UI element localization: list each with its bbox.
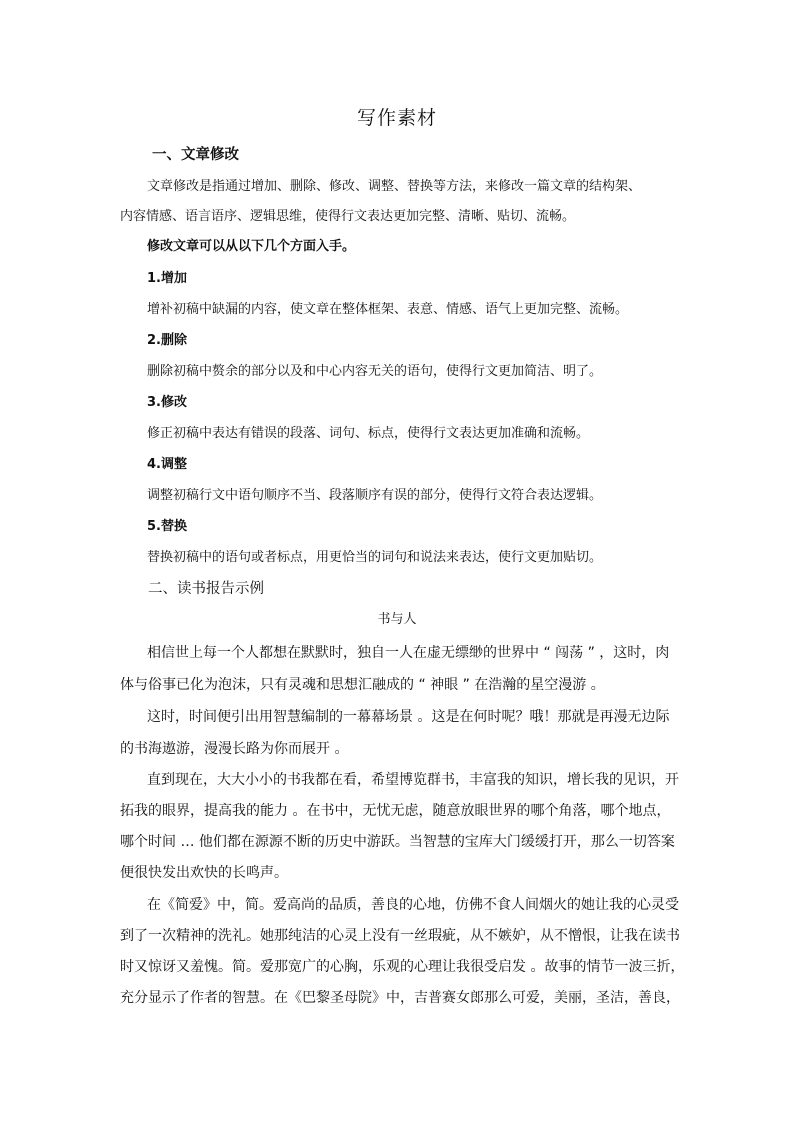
- essay-line: 相信世上每一个人都想在默默时，独自一人在虚无缥缈的世界中 “ 闯荡 ” ，这时，肉: [147, 645, 670, 661]
- item-label-4: 4.调整: [147, 457, 187, 472]
- section1-lead: 修改文章可以从以下几个方面入手。: [147, 239, 356, 254]
- section2-heading: 二、读书报告示例: [148, 581, 264, 597]
- item-label-3: 3.修改: [147, 395, 187, 410]
- section1-intro-line2: 内容情感、语言语序、逻辑思维，使得行文表达更加完整、清晰、贴切、流畅。: [120, 209, 576, 224]
- section1-heading: 一、文章修改: [152, 147, 239, 163]
- item-label-1: 1.增加: [147, 271, 187, 286]
- essay-line: 直到现在，大大小小的书我都在看，希望博览群书，丰富我的知识，增长我的见识，开: [147, 772, 679, 788]
- essay-title: 书与人: [377, 612, 417, 627]
- essay-line: 的书海遨游，漫漫长路为你而展开 。: [120, 741, 349, 757]
- essay-line: 在《简爱》中，简。爱高尚的品质，善良的心地，仿佛不食人间烟火的她让我的心灵受: [147, 897, 679, 913]
- item-text-4: 调整初稿行文中语句顺序不当、段落顺序有误的部分，使得行文符合表达逻辑。: [147, 488, 603, 503]
- essay-line: 便很快发出欢快的长鸣声。: [120, 865, 288, 881]
- essay-line: 到了一次精神的洗礼。她那纯洁的心灵上没有一丝瑕疵，从不嫉妒，从不憎恨，让我在读书: [120, 928, 680, 944]
- section1-intro-line1: 文章修改是指通过增加、删除、修改、调整、替换等方法，来修改一篇文章的结构架、: [147, 179, 642, 194]
- essay-line: 这时，时间便引出用智慧编制的一幕幕场景 。这是在何时呢？哦！那就是再漫无边际: [147, 709, 670, 725]
- essay-line: 充分显示了作者的智慧。在《巴黎圣母院》中，吉普赛女郎那么可爱，美丽，圣洁，善良，: [120, 990, 680, 1006]
- item-label-2: 2.删除: [147, 333, 187, 348]
- essay-line: 时又惊讶又羞愧。简。爱那宽广的心胸，乐观的心理让我很受启发 。故事的情节一波三折，: [120, 959, 685, 975]
- page-title: 写作素材: [356, 107, 437, 129]
- item-label-5: 5.替换: [147, 519, 187, 534]
- item-text-3: 修正初稿中表达有错误的段落、词句、标点，使得行文表达更加准确和流畅。: [147, 426, 590, 441]
- item-text-1: 增补初稿中缺漏的内容，使文章在整体框架、表意、情感、语气上更加完整、流畅。: [147, 302, 629, 317]
- essay-line: 体与俗事已化为泡沫，只有灵魂和思想汇融成的 “ 神眼 ” 在浩瀚的星空漫游 。: [120, 677, 605, 693]
- item-text-2: 删除初稿中赘余的部分以及和中心内容无关的语句，使得行文更加简洁、明了。: [147, 364, 603, 379]
- item-text-5: 替换初稿中的语句或者标点，用更恰当的词句和说法来表达，使行文更加贴切。: [147, 550, 603, 565]
- essay-line: 拓我的眼界，提高我的能力 。在书中，无忧无虑，随意放眼世界的哪个角落，哪个地点，: [120, 803, 671, 819]
- essay-line: 哪个时间 … 他们都在源源不断的历史中游跃。当智慧的宝库大门缓缓打开，那么一切答案: [120, 834, 675, 850]
